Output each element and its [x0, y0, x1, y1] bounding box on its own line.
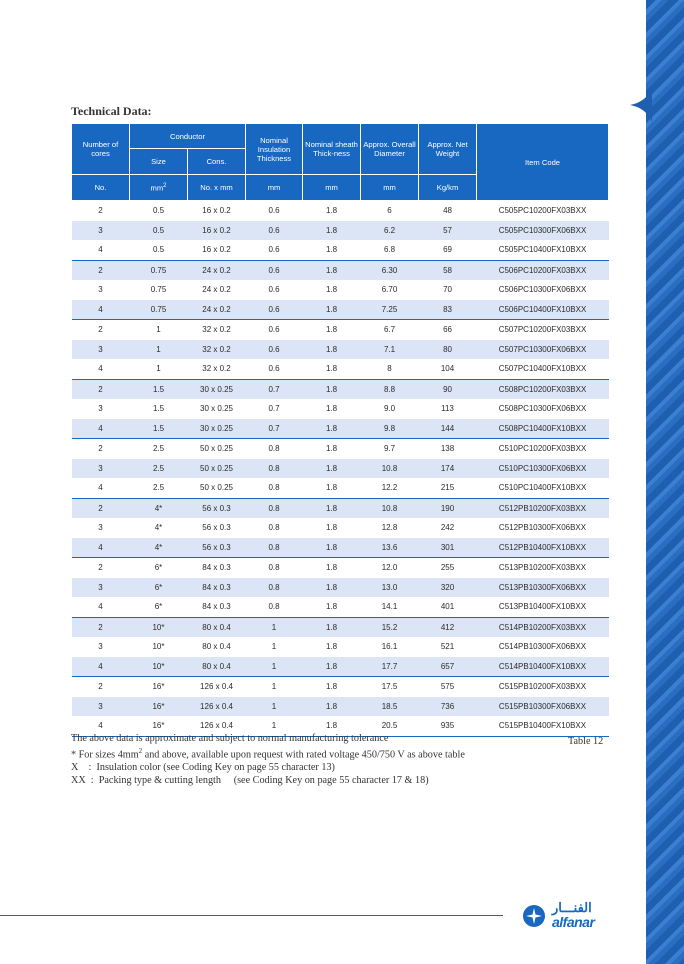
- cell-weight: 69: [443, 245, 452, 255]
- table-row: [72, 697, 609, 717]
- cell-item-code: C515PB10400FX10BXX: [477, 716, 609, 736]
- cell-diameter: 7.25: [361, 300, 419, 320]
- cell-item-code: C513PB10300FX06BXX: [477, 578, 609, 598]
- cell-diameter: 6.70: [381, 285, 398, 295]
- cell-size: 4*: [130, 538, 188, 558]
- cell-cores: 3: [72, 578, 130, 598]
- cell-sheath: 1.8: [303, 558, 361, 578]
- cell-cons: 56 x 0.3: [188, 538, 246, 558]
- cell-insulation: 0.6: [268, 206, 280, 216]
- cell-diameter: 10.8: [361, 498, 419, 518]
- note-sizes: [71, 745, 465, 761]
- cell-item-code: C510PC10300FX06BXX: [477, 459, 609, 479]
- table-row: [72, 478, 609, 498]
- cell-cores: 2: [72, 677, 130, 697]
- cell-diameter: 13.0: [361, 578, 419, 598]
- table-body: [72, 201, 609, 737]
- alfanar-logo-icon: [522, 904, 546, 928]
- cell-size: 2.5: [130, 459, 188, 479]
- cell-weight: 90: [419, 379, 477, 399]
- cell-cons: 24 x 0.2: [188, 260, 246, 280]
- cell-weight: 521: [440, 642, 455, 652]
- cell-item-code: C515PB10200FX03BXX: [477, 677, 609, 697]
- cell-diameter: 6.30: [361, 260, 419, 280]
- cell-size: 0.5: [152, 206, 165, 216]
- cell-cores: 2: [72, 498, 130, 518]
- table-row: [72, 558, 609, 578]
- cell-sheath: 1.8: [303, 419, 361, 439]
- cell-weight: 57: [419, 221, 477, 241]
- cell-size: 0.75: [130, 260, 188, 280]
- cell-weight: 48: [443, 206, 452, 216]
- note-sizes-exponent: 2: [138, 747, 143, 755]
- cell-size: 0.5: [130, 221, 188, 241]
- cell-cons: 80 x 0.4: [188, 657, 246, 677]
- cell-sheath: 1.8: [325, 602, 338, 612]
- cell-sheath: 1.8: [303, 578, 361, 598]
- cell-sheath: 1.8: [303, 677, 361, 697]
- cell-sheath: 1.8: [303, 697, 361, 717]
- cell-cons: 50 x 0.25: [188, 439, 246, 459]
- cell-sheath: 1.8: [325, 206, 338, 216]
- cell-weight: 104: [440, 364, 455, 374]
- cell-item-code: C505PC10400FX10BXX: [498, 245, 587, 255]
- cell-diameter: 7.1: [361, 340, 419, 360]
- table-row: [72, 419, 609, 439]
- cell-item-code: C514PB10400FX10BXX: [477, 657, 609, 677]
- cell-cores: 4: [72, 419, 130, 439]
- cell-cores: 4: [72, 538, 130, 558]
- cell-item-code: C510PC10400FX10BXX: [498, 483, 587, 493]
- cell-weight: 138: [419, 439, 477, 459]
- cell-size: 1.5: [130, 419, 188, 439]
- cell-insulation: 0.6: [246, 221, 303, 241]
- cell-diameter: 9.8: [361, 419, 419, 439]
- cell-item-code: C505PC10300FX06BXX: [477, 221, 609, 241]
- cell-diameter: 10.8: [361, 459, 419, 479]
- cell-cores: 2: [72, 260, 130, 280]
- cell-size: 4*: [130, 498, 188, 518]
- cell-item-code: C512PB10400FX10BXX: [477, 538, 609, 558]
- cell-insulation: 0.8: [246, 558, 303, 578]
- cell-insulation: 0.6: [268, 285, 280, 295]
- cell-sheath: 1.8: [303, 716, 361, 736]
- header-weight: Approx. Net Weight: [419, 124, 477, 175]
- table-row: [72, 657, 609, 677]
- cell-cons: 16 x 0.2: [188, 221, 246, 241]
- table-row: [72, 518, 609, 538]
- cell-insulation: 1: [246, 677, 303, 697]
- cell-size: 1.5: [152, 404, 165, 414]
- cell-diameter: 9.7: [361, 439, 419, 459]
- cell-sheath: 1.8: [303, 320, 361, 340]
- cell-cores: 4: [72, 300, 130, 320]
- cell-weight: 66: [419, 320, 477, 340]
- cell-cons: 84 x 0.3: [188, 578, 246, 598]
- table-row: [72, 340, 609, 360]
- cell-cores: 2: [72, 379, 130, 399]
- cell-weight: 190: [419, 498, 477, 518]
- cell-size: 6*: [130, 578, 188, 598]
- cell-cons: 84 x 0.3: [188, 558, 246, 578]
- cell-diameter: 12.8: [381, 523, 398, 533]
- cell-cores: 2: [72, 439, 130, 459]
- cell-item-code: C514PB10300FX06BXX: [498, 642, 587, 652]
- cell-insulation: 1: [246, 697, 303, 717]
- table-row: [72, 240, 609, 260]
- cell-weight: 935: [419, 716, 477, 736]
- cell-sheath: 1.8: [325, 404, 338, 414]
- cell-size: 6*: [154, 602, 163, 612]
- cell-cores: 4: [72, 716, 130, 736]
- cell-cons: 80 x 0.4: [188, 617, 246, 637]
- cell-insulation: 0.7: [268, 404, 280, 414]
- cell-insulation: 1: [246, 657, 303, 677]
- cell-sheath: 1.8: [303, 221, 361, 241]
- cell-insulation: 0.6: [268, 245, 280, 255]
- cell-sheath: 1.8: [325, 285, 338, 295]
- cell-cons: 50 x 0.25: [200, 483, 233, 493]
- cell-cons: 126 x 0.4: [188, 677, 246, 697]
- cell-size: 16*: [130, 716, 188, 736]
- unit-size-base: mm: [150, 183, 164, 193]
- cell-cons: 32 x 0.2: [202, 364, 231, 374]
- cell-sheath: 1.8: [303, 340, 361, 360]
- cell-cons: 56 x 0.3: [188, 498, 246, 518]
- cell-item-code: C515PB10300FX06BXX: [477, 697, 609, 717]
- cell-weight: 70: [443, 285, 452, 295]
- cell-size: 0.75: [150, 285, 167, 295]
- cell-size: 1.5: [130, 379, 188, 399]
- cell-diameter: 13.6: [361, 538, 419, 558]
- unit-weight: Kg/km: [419, 175, 477, 201]
- cell-sheath: 1.8: [325, 245, 338, 255]
- cell-size: 0.75: [130, 300, 188, 320]
- cell-insulation: 0.8: [246, 459, 303, 479]
- unit-sheath: mm: [303, 175, 361, 201]
- cell-size: 1: [156, 364, 161, 374]
- cell-sheath: 1.8: [303, 300, 361, 320]
- cell-cons: 32 x 0.2: [188, 340, 246, 360]
- cell-diameter: 8.8: [361, 379, 419, 399]
- cell-insulation: 1: [271, 642, 277, 652]
- cell-weight: 320: [419, 578, 477, 598]
- cell-insulation: 0.6: [246, 260, 303, 280]
- cell-weight: 242: [440, 523, 455, 533]
- table-row: [72, 201, 609, 221]
- cell-item-code: C514PB10200FX03BXX: [477, 617, 609, 637]
- cell-item-code: C513PB10200FX03BXX: [477, 558, 609, 578]
- cell-insulation: 0.8: [246, 498, 303, 518]
- cell-diameter: 12.0: [361, 558, 419, 578]
- note-sizes-post: and above, available upon request with rated voltage 450/750 V as above table: [142, 749, 465, 761]
- cell-item-code: C508PC10400FX10BXX: [477, 419, 609, 439]
- cell-weight: 301: [419, 538, 477, 558]
- header-cons: Cons.: [188, 149, 246, 175]
- cell-sheath: 1.8: [303, 260, 361, 280]
- cell-cons: 16 x 0.2: [202, 206, 231, 216]
- table-row: [72, 498, 609, 518]
- table-row: [72, 280, 609, 300]
- cell-diameter: 6.2: [361, 221, 419, 241]
- cell-item-code: C512PB10200FX03BXX: [477, 498, 609, 518]
- cell-cores: 4: [98, 602, 103, 612]
- cell-diameter: 15.2: [361, 617, 419, 637]
- header-cores: Number of cores: [72, 124, 130, 175]
- cell-diameter: 6.7: [361, 320, 419, 340]
- side-decorative-stripe: [646, 0, 684, 964]
- unit-diameter: mm: [361, 175, 419, 201]
- cell-insulation: 1: [246, 716, 303, 736]
- cell-weight: 113: [441, 404, 454, 414]
- cell-insulation: 0.6: [246, 340, 303, 360]
- header-insulation: Nominal Insulation Thickness: [246, 124, 303, 175]
- note-sizes-pre: * For sizes 4mm: [71, 749, 139, 761]
- cell-size: 2.5: [130, 439, 188, 459]
- cell-weight: 80: [419, 340, 477, 360]
- cell-cores: 3: [98, 523, 103, 533]
- unit-cores: No.: [72, 175, 130, 201]
- cell-weight: 575: [419, 677, 477, 697]
- cell-diameter: 17.5: [361, 677, 419, 697]
- table-notes: [71, 732, 465, 787]
- cell-diameter: 8: [387, 364, 392, 374]
- section-title: Technical Data:: [71, 104, 152, 118]
- cell-cons: 16 x 0.2: [202, 245, 231, 255]
- note-packing: XX : Packing type & cutting length (see Coding Key on page 55 character 17 & 18): [71, 775, 429, 787]
- cell-weight: 174: [419, 459, 477, 479]
- cell-cores: 2: [98, 206, 103, 216]
- cell-diameter: 12.2: [381, 483, 398, 493]
- unit-size-exponent: 2: [163, 183, 167, 190]
- cell-insulation: 0.8: [246, 538, 303, 558]
- header-sheath: Nominal sheath Thick-ness: [303, 124, 361, 175]
- cell-cons: 30 x 0.25: [188, 379, 246, 399]
- alfanar-logo: [522, 902, 612, 932]
- cell-weight: 215: [440, 483, 455, 493]
- cell-size: 16*: [130, 697, 188, 717]
- table-row: [72, 221, 609, 241]
- cell-cores: 3: [72, 221, 130, 241]
- unit-cons: No. x mm: [188, 175, 246, 201]
- cell-size: 4*: [154, 523, 163, 533]
- cell-insulation: 0.6: [246, 300, 303, 320]
- cell-insulation: 0.8: [246, 439, 303, 459]
- table-row: [72, 677, 609, 697]
- table-caption: Table 12: [568, 736, 604, 747]
- cell-item-code: C506PC10400FX10BXX: [477, 300, 609, 320]
- cell-cons: 50 x 0.25: [188, 459, 246, 479]
- cell-sheath: 1.8: [303, 439, 361, 459]
- cell-diameter: 16.1: [381, 642, 398, 652]
- cell-cons: 32 x 0.2: [188, 320, 246, 340]
- cell-cores: 2: [72, 558, 130, 578]
- table-row: [72, 260, 609, 280]
- cell-insulation: 0.8: [268, 523, 280, 533]
- cell-sheath: 1.8: [325, 523, 338, 533]
- cell-cons: 84 x 0.3: [202, 602, 231, 612]
- cell-item-code: C505PC10200FX03BXX: [498, 206, 587, 216]
- cell-sheath: 1.8: [303, 538, 361, 558]
- unit-size: [130, 175, 188, 201]
- cell-diameter: 18.5: [361, 697, 419, 717]
- cell-cons: 30 x 0.25: [200, 404, 233, 414]
- cell-cons: 56 x 0.3: [202, 523, 231, 533]
- table-row: [72, 379, 609, 399]
- logo-latin-text: alfanar: [552, 914, 595, 930]
- cell-weight: 255: [419, 558, 477, 578]
- cell-cores: 3: [72, 340, 130, 360]
- cell-item-code: C508PC10200FX03BXX: [477, 379, 609, 399]
- table-row: [72, 320, 609, 340]
- cell-insulation: 0.6: [246, 320, 303, 340]
- footer-divider: [0, 915, 503, 916]
- cell-insulation: 0.8: [268, 483, 280, 493]
- cell-cores: 4: [98, 245, 103, 255]
- cell-size: 0.5: [152, 245, 165, 255]
- cell-insulation: 0.7: [246, 379, 303, 399]
- cell-diameter: 9.0: [383, 404, 396, 414]
- cell-size: 1: [130, 320, 188, 340]
- cell-cores: 2: [72, 320, 130, 340]
- cell-cores: 4: [72, 657, 130, 677]
- cell-size: 10*: [130, 617, 188, 637]
- table-row: [72, 538, 609, 558]
- cell-cores: 4: [98, 364, 103, 374]
- cell-weight: 657: [419, 657, 477, 677]
- cell-sheath: 1.8: [303, 498, 361, 518]
- cell-cores: 3: [98, 642, 103, 652]
- cell-size: 10*: [152, 642, 165, 652]
- cell-sheath: 1.8: [303, 379, 361, 399]
- cell-cores: 2: [72, 617, 130, 637]
- table-row: [72, 617, 609, 637]
- table-row: [72, 637, 609, 657]
- cell-diameter: 6.8: [383, 245, 396, 255]
- page-tab-notch: [630, 88, 652, 122]
- cell-cons: 30 x 0.25: [188, 419, 246, 439]
- table-row: [72, 359, 609, 379]
- table-row: [72, 459, 609, 479]
- cell-size: 10*: [130, 657, 188, 677]
- note-insulation-color: X : Insulation color (see Coding Key on page 55 character 13): [71, 762, 335, 774]
- cell-diameter: 17.7: [361, 657, 419, 677]
- cell-diameter: 6: [387, 206, 392, 216]
- cell-cons: 24 x 0.2: [202, 285, 231, 295]
- cell-cores: 3: [72, 459, 130, 479]
- cell-weight: 83: [419, 300, 477, 320]
- cell-insulation: 0.7: [246, 419, 303, 439]
- cell-item-code: C506PC10300FX06BXX: [498, 285, 587, 295]
- cell-item-code: C507PC10200FX03BXX: [477, 320, 609, 340]
- cell-item-code: C507PC10400FX10BXX: [498, 364, 587, 374]
- logo-arabic-text: الفنـــار: [552, 900, 592, 915]
- cell-sheath: 1.8: [303, 617, 361, 637]
- cell-weight: 412: [419, 617, 477, 637]
- cell-cores: 3: [98, 285, 103, 295]
- cell-cons: 126 x 0.4: [188, 697, 246, 717]
- cell-weight: 144: [419, 419, 477, 439]
- cell-item-code: C507PC10300FX06BXX: [477, 340, 609, 360]
- cell-diameter: 20.5: [361, 716, 419, 736]
- cell-insulation: 1: [246, 617, 303, 637]
- cell-insulation: 0.8: [246, 578, 303, 598]
- cell-cores: 3: [98, 404, 103, 414]
- cell-size: 6*: [130, 558, 188, 578]
- cell-item-code: C506PC10200FX03BXX: [477, 260, 609, 280]
- table-row: [72, 578, 609, 598]
- cell-cons: 126 x 0.4: [188, 716, 246, 736]
- cell-diameter: 14.1: [381, 602, 398, 612]
- cell-weight: 736: [419, 697, 477, 717]
- header-size: Size: [130, 149, 188, 175]
- cell-cons: 80 x 0.4: [202, 642, 231, 652]
- technical-data-table: [71, 123, 609, 737]
- table-row: [72, 300, 609, 320]
- cell-sheath: 1.8: [325, 483, 338, 493]
- cell-sheath: 1.8: [303, 657, 361, 677]
- cell-sheath: 1.8: [325, 642, 338, 652]
- cell-item-code: C512PB10300FX06BXX: [498, 523, 587, 533]
- cell-size: 2.5: [152, 483, 165, 493]
- cell-item-code: C510PC10200FX03BXX: [477, 439, 609, 459]
- unit-insulation: mm: [246, 175, 303, 201]
- cell-size: 16*: [130, 677, 188, 697]
- cell-cores: 3: [72, 697, 130, 717]
- note-tolerance: The above data is approximate and subject to normal manufacturing tolerance: [71, 733, 389, 744]
- cell-weight: 401: [440, 602, 455, 612]
- cell-item-code: C513PB10400FX10BXX: [498, 602, 587, 612]
- cell-weight: 58: [419, 260, 477, 280]
- table-row: [72, 597, 609, 617]
- cell-sheath: 1.8: [325, 364, 338, 374]
- cell-size: 1: [130, 340, 188, 360]
- cell-insulation: 0.6: [268, 364, 280, 374]
- cell-cons: 24 x 0.2: [188, 300, 246, 320]
- cell-item-code: C508PC10300FX06BXX: [498, 404, 587, 414]
- cell-sheath: 1.8: [303, 459, 361, 479]
- cell-insulation: 0.8: [268, 602, 280, 612]
- header-diameter: Approx. Overall Diameter: [361, 124, 419, 175]
- table-row: [72, 439, 609, 459]
- header-item-code: Item Code: [477, 124, 609, 201]
- table-row: [72, 399, 609, 419]
- header-conductor: Conductor: [130, 124, 246, 149]
- cell-cores: 4: [98, 483, 103, 493]
